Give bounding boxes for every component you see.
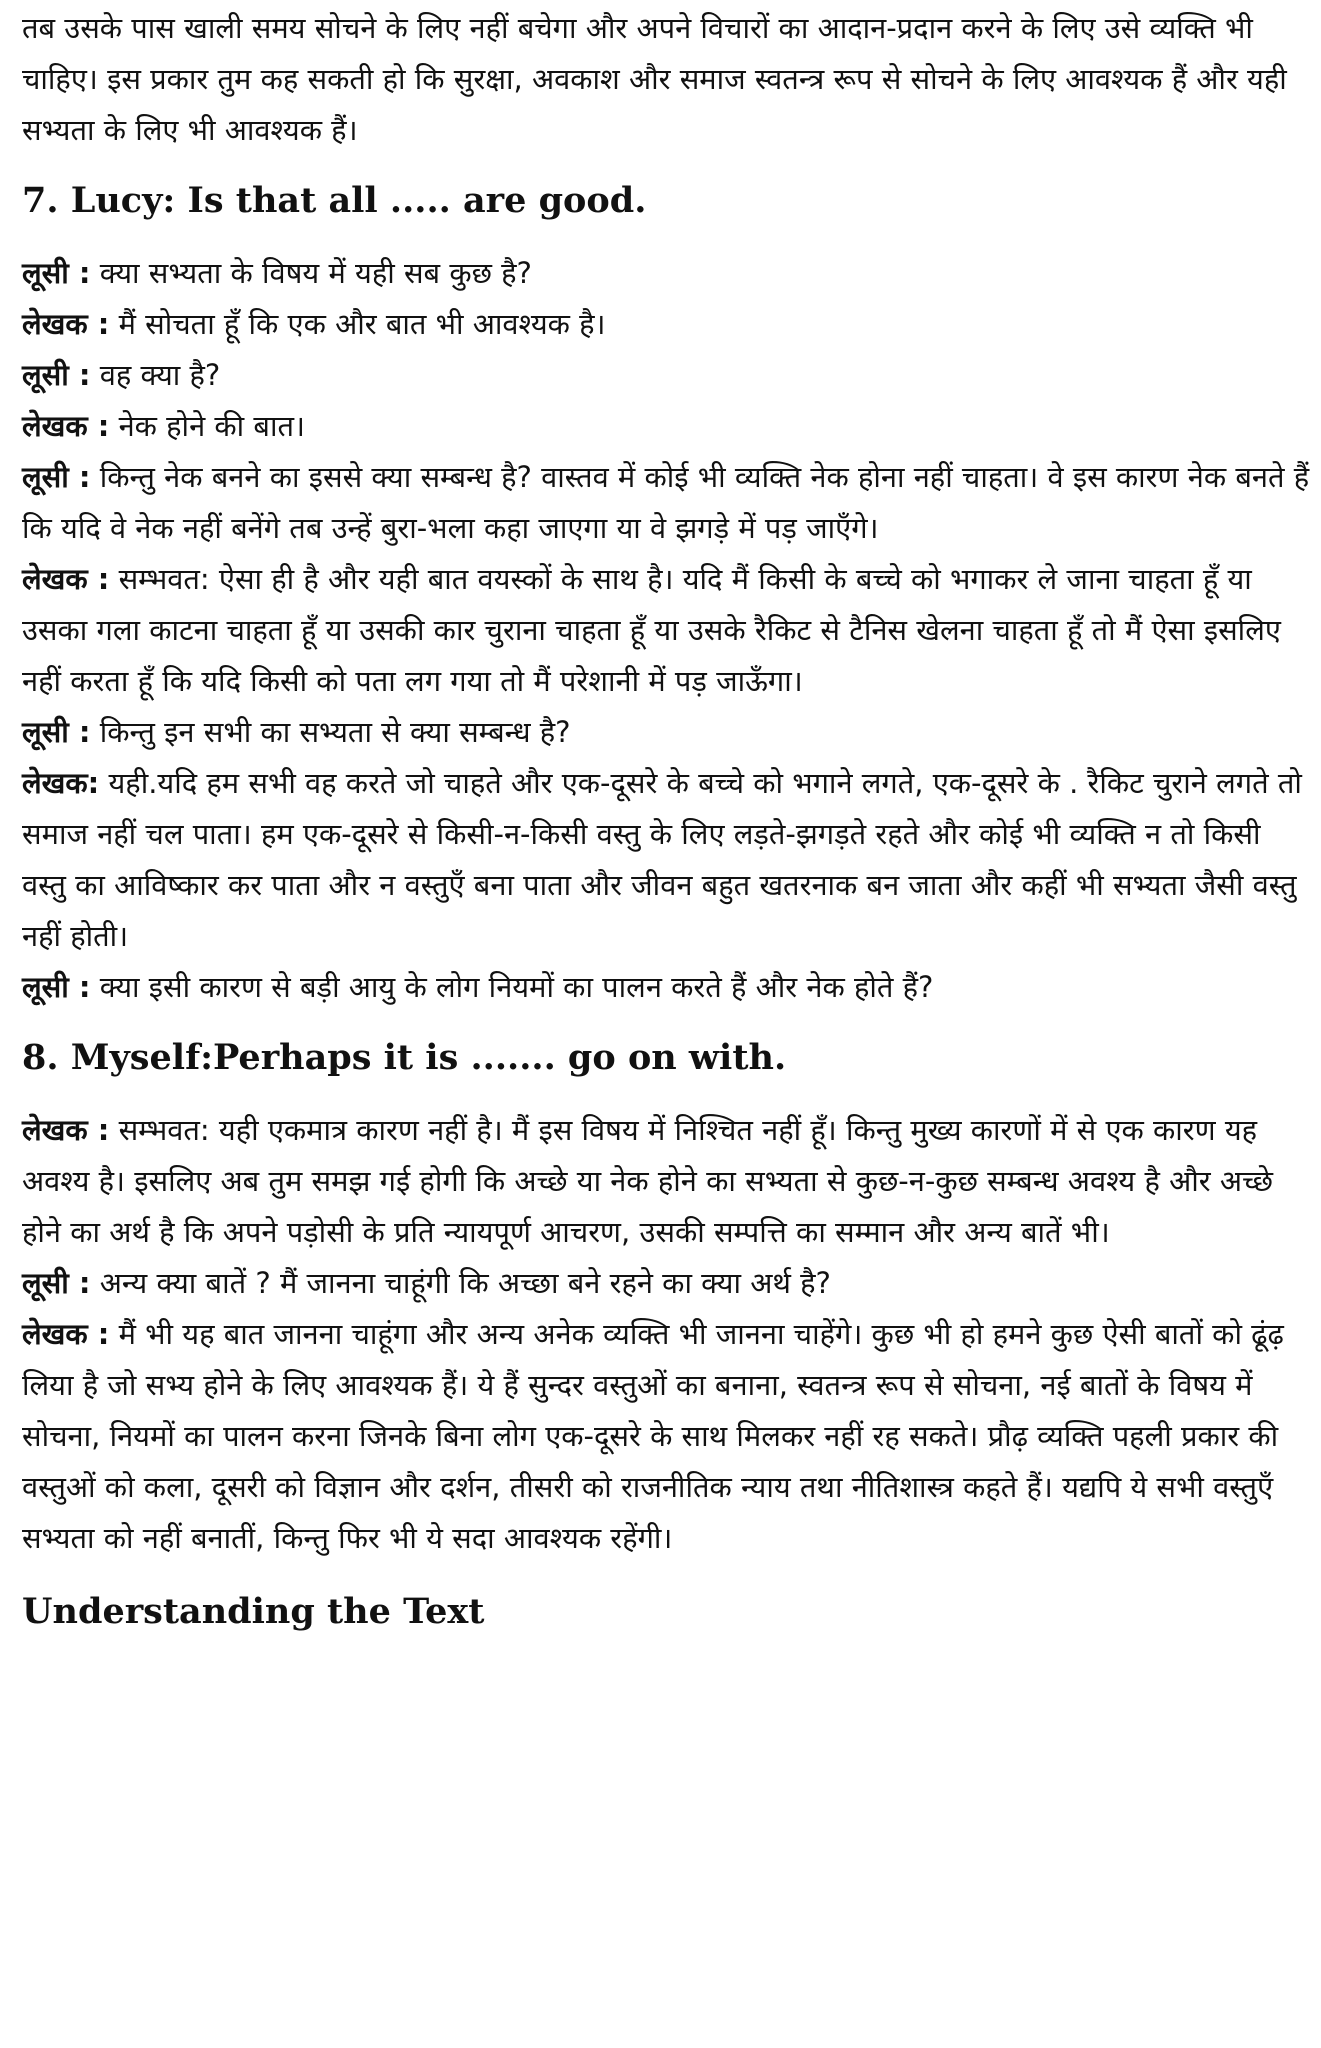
dialogue-line [22,1105,1312,1258]
dialogue-text: अन्य क्या बातें ? मैं जानना चाहूंगी कि अच्छा बने रहने का क्या अर्थ है? [90,1266,831,1300]
dialogue-text: क्या सभ्यता के विषय में यही सब कुछ है? [90,256,532,290]
speaker-label: लूसी : [22,256,91,290]
speaker-label: लूसी : [22,1266,91,1300]
section-7-dialogue [22,248,1312,1013]
dialogue-line [22,350,1312,401]
speaker-label: लूसी : [22,715,91,749]
speaker-label: लेखक : [22,562,110,596]
intro-paragraph: तब उसके पास खाली समय सोचने के लिए नहीं बचेगा और अपने विचारों का आदान-प्रदान करने के लिए उसे व्यक्ति भी चाहिए। इस प्रकार तुम कह सकती हो कि सुरक्षा, अवकाश और समाज स्वतन्त्र रूप से सोचने के लिए आवश्यक हैं और यही सभ्यता के लिए भी आवश्यक हैं। [22,11,1287,147]
dialogue-text: किन्तु इन सभी का सभ्यता से क्या सम्बन्ध है? [90,715,571,749]
dialogue-line [22,401,1312,452]
dialogue-line [22,554,1312,707]
dialogue-text: सम्भवत: यही एकमात्र कारण नहीं है। मैं इस विषय में निश्चित नहीं हूँ। किन्तु मुख्य कारणों में से एक कारण यह अवश्य है। इसलिए अब तुम समझ गई होगी कि अच्छे या नेक होने का सभ्यता से कुछ-न-कुछ सम्बन्ध अवश्य है और अच्छे होने का अर्थ है कि अपने पड़ोसी के प्रति न्यायपूर्ण आचरण, उसकी सम्पत्ति का सम्मान और अन्य बातें भी। [22,1113,1273,1249]
dialogue-text: मैं सोचता हूँ कि एक और बात भी आवश्यक है। [109,307,606,341]
speaker-label: लेखक : [22,1317,110,1351]
dialogue-line [22,1309,1312,1564]
speaker-label: लूसी : [22,970,91,1004]
speaker-label: लेखक : [22,409,110,443]
dialogue-line [22,758,1312,962]
dialogue-text: किन्तु नेक बनने का इससे क्या सम्बन्ध है? वास्तव में कोई भी व्यक्ति नेक होना नहीं चाहता। वे इस कारण नेक बनते हैं कि यदि वे नेक नहीं बनेंगे तब उन्हें बुरा-भला कहा जाएगा या वे झगड़े में पड़ जाएँगे। [22,460,1310,545]
dialogue-text: यही.यदि हम सभी वह करते जो चाहते और एक-दूसरे के बच्चे को भगाने लगते, एक-दूसरे के . रैकिट चुराने लगते तो समाज नहीं चल पाता। हम एक-दूसरे से किसी-न-किसी वस्तु के लिए लड़ते-झगड़ते रहते और कोई भी व्यक्ति न तो किसी वस्तु का आविष्कार कर पाता और न वस्तुएँ बना पाता और जीवन बहुत खतरनाक बन जाता और कहीं भी सभ्यता जैसी वस्तु नहीं होती। [22,766,1302,953]
dialogue-text: सम्भवत: ऐसा ही है और यही बात वयस्कों के साथ है। यदि मैं किसी के बच्चे को भगाकर ले जाना चाहता हूँ या उसका गला काटना चाहता हूँ या उसकी कार चुराना चाहता हूँ या उसके रैकिट से टैनिस खेलना चाहता हूँ तो मैं ऐसा इसलिए नहीं करता हूँ कि यदि किसी को पता लग गया तो मैं परेशानी में पड़ जाऊँगा। [22,562,1281,698]
dialogue-line [22,452,1312,554]
section-7-heading: 7. Lucy: Is that all ..... are good. [22,180,647,221]
speaker-label: लेखक : [22,1113,110,1147]
speaker-label: लूसी : [22,460,91,494]
document-page [22,0,1312,1637]
dialogue-text: वह क्या है? [90,358,221,392]
dialogue-text: मैं भी यह बात जानना चाहूंगा और अन्य अनेक व्यक्ति भी जानना चाहेंगे। कुछ भी हो हमने कुछ ऐसी बातों को ढूंढ़ लिया है जो सभ्य होने के लिए आवश्यक हैं। ये हैं सुन्दर वस्तुओं का बनाना, स्वतन्त्र रूप से सोचना, नई बातों के विषय में सोचना, नियमों का पालन करना जिनके बिना लोग एक-दूसरे के साथ मिलकर नहीं रह सकते। प्रौढ़ व्यक्ति पहली प्रकार की वस्तुओं को कला, दूसरी को विज्ञान और दर्शन, तीसरी को राजनीतिक न्याय तथा नीतिशास्त्र कहते हैं। यद्यपि ये सभी वस्तुएँ सभ्यता को नहीं बनातीं, किन्तु फिर भी ये सदा आवश्यक रहेंगी। [22,1317,1284,1555]
understanding-text-heading: Understanding the Text [22,1591,485,1632]
speaker-label: लेखक: [22,766,100,800]
speaker-label: लेखक : [22,307,110,341]
dialogue-text: क्या इसी कारण से बड़ी आयु के लोग नियमों का पालन करते हैं और नेक होते हैं? [90,970,934,1004]
section-8-dialogue [22,1105,1312,1564]
dialogue-line [22,299,1312,350]
dialogue-line [22,1258,1312,1309]
dialogue-line [22,962,1312,1013]
dialogue-line [22,707,1312,758]
speaker-label: लूसी : [22,358,91,392]
dialogue-text: नेक होने की बात। [109,409,305,443]
dialogue-line [22,248,1312,299]
section-8-heading: 8. Myself:Perhaps it is ....... go on with. [22,1037,787,1078]
